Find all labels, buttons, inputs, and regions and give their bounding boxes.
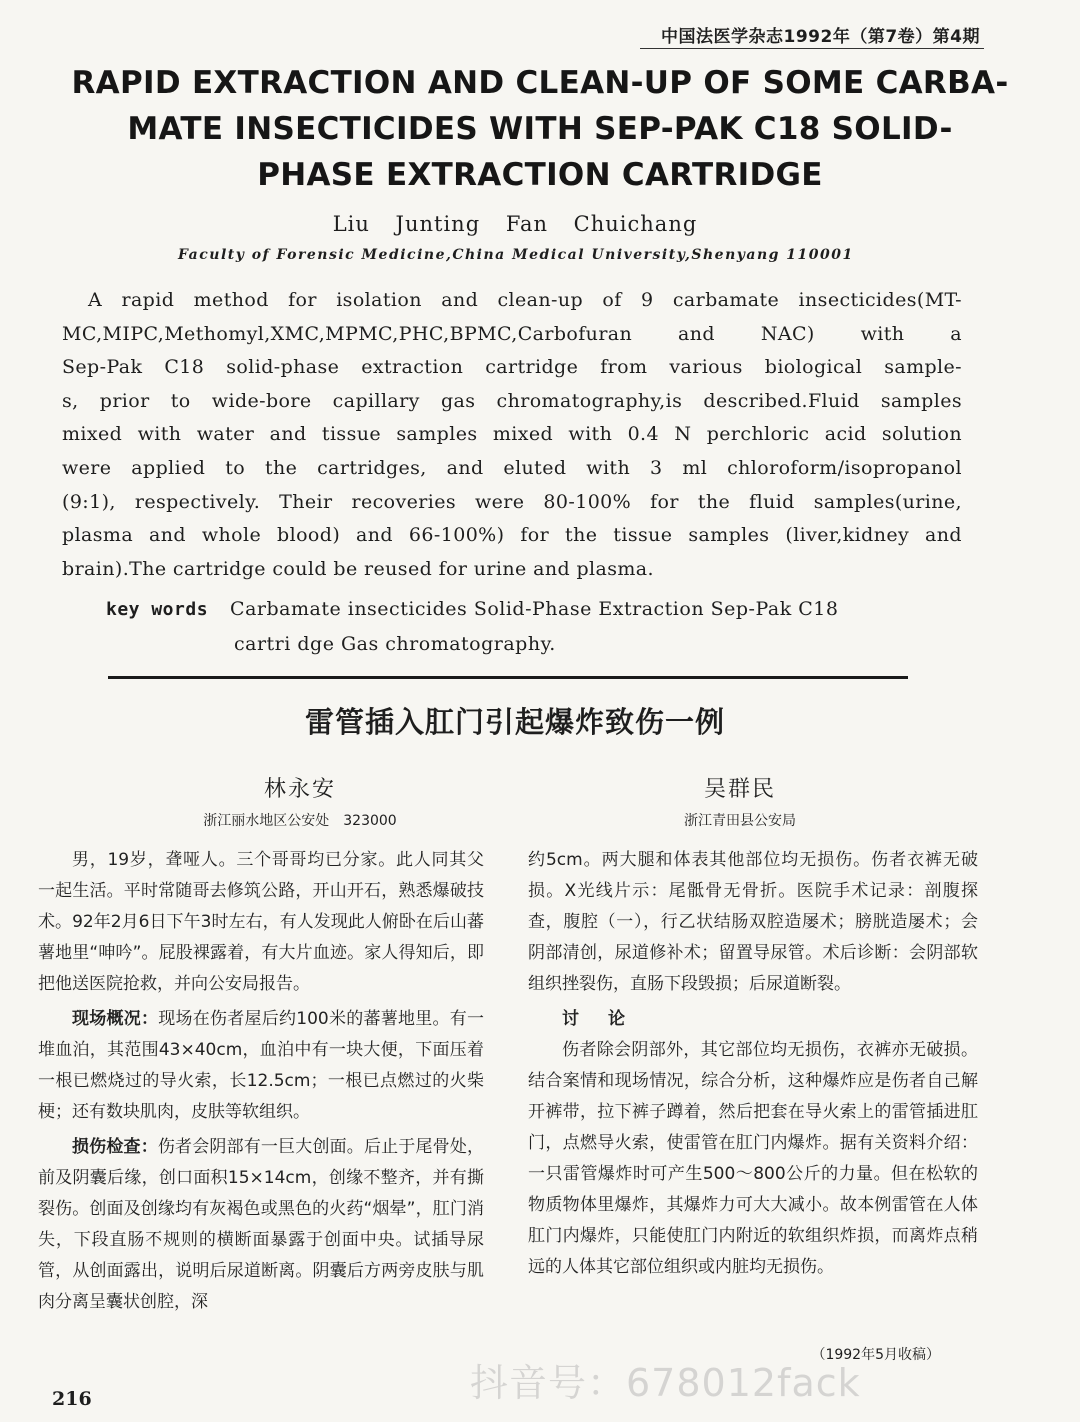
english-title-line: PHASE EXTRACTION CARTRIDGE bbox=[257, 157, 823, 193]
english-abstract bbox=[62, 284, 962, 586]
section-label: 损伤检查： bbox=[72, 1137, 158, 1157]
abstract-line: brain).The cartridge could be reused for urine and plasma. bbox=[62, 557, 654, 580]
abstract-line: MC,MIPC,Methomyl,XMC,MPMC,PHC,BPMC,Carbofuran and NAC) with a bbox=[62, 322, 962, 345]
english-title bbox=[40, 60, 1040, 198]
english-title-line: RAPID EXTRACTION AND CLEAN-UP OF SOME CARBA- bbox=[71, 65, 1009, 101]
english-title-line: MATE INSECTICIDES WITH SEP-PAK C18 SOLID- bbox=[127, 111, 953, 147]
paragraph: 损伤检查：伤者会阴部有一巨大创面。后止于尾骨处，前及阴囊后缘，创口面积15×14cm，创缘不整齐，并有撕裂伤。创面及创缘均有灰褐色或黑色的火药“烟晕”，肛门消失，下段直肠不规则的横断面暴露于创面中央。试插导尿管，从创面露出，说明后尿道断离。阴囊后方两旁皮肤与肌肉分离呈囊状创腔，深 bbox=[38, 1137, 485, 1312]
keywords-label: key words bbox=[106, 599, 209, 620]
abstract-line: Sep-Pak C18 solid-phase extraction cartridge from various biological sample- bbox=[62, 356, 962, 379]
header-rule bbox=[640, 48, 984, 49]
article-divider bbox=[108, 676, 908, 679]
paragraph: 现场概况：现场在伤者屋后约100米的蕃薯地里。有一堆血泊，其范围43×40cm，血泊中有一块大便，下面压着一根已燃烧过的导火索，长12.5cm；一根已点燃过的火柴梗；还有数块肌肉，皮肤等软组织。 bbox=[38, 1009, 484, 1122]
author-name: 林永安 bbox=[263, 777, 336, 802]
abstract-line: (9:1), respectively. Their recoveries were 80-100% for the fluid samples(urine, bbox=[62, 490, 962, 513]
author-name: 吴群民 bbox=[703, 777, 776, 802]
author-affiliation: 浙江丽水地区公安处 323000 bbox=[203, 813, 397, 829]
left-column bbox=[38, 845, 484, 1318]
received-date: （1992年5月收稿） bbox=[811, 1347, 940, 1363]
journal-header: 中国法医学杂志1992年（第7卷）第4期 bbox=[661, 27, 980, 47]
abstract-line: A rapid method for isolation and clean-up of 9 carbamate insecticides(MT- bbox=[88, 289, 962, 311]
keywords-line: cartri dge Gas chromatography. bbox=[234, 633, 556, 655]
abstract-line: were applied to the cartridges, and eluted with 3 ml chloroform/isopropanol bbox=[62, 456, 962, 479]
abstract-line: plasma and whole blood) and 66-100%) for the tissue samples (liver,kidney and bbox=[62, 524, 962, 547]
english-authors: Liu Junting Fan Chuichang bbox=[332, 212, 698, 236]
right-column bbox=[528, 845, 978, 1283]
section-heading: 讨 论 bbox=[562, 1009, 631, 1029]
keywords bbox=[106, 592, 838, 661]
author-affiliation: 浙江青田县公安局 bbox=[684, 813, 796, 829]
watermark: 抖音号：678012fack bbox=[470, 1361, 861, 1405]
abstract-line: mixed with water and tissue samples mixed with 0.4 N perchloric acid solution bbox=[62, 423, 962, 446]
keywords-line: Carbamate insecticides Solid-Phase Extraction Sep-Pak C18 bbox=[230, 598, 839, 620]
section-label: 现场概况： bbox=[72, 1009, 159, 1029]
paragraph: 男，19岁，聋哑人。三个哥哥均已分家。此人同其父一起生活。平时常随哥去修筑公路，开山开石，熟悉爆破技术。92年2月6日下午3时左右，有人发现此人俯卧在后山蕃薯地里“呻吟”。屁股裸露着，有大片血迹。家人得知后，即把他送医院抢救，并向公安局报告。 bbox=[38, 850, 484, 994]
abstract-line: s, prior to wide-bore capillary gas chromatography,is described.Fluid samples bbox=[62, 389, 962, 412]
paragraph: 伤者除会阴部外，其它部位均无损伤，衣裤亦无破损。结合案情和现场情况，综合分析，这种爆炸应是伤者自己解开裤带，拉下裤子蹲着，然后把套在导火索上的雷管插进肛门，点燃导火索，使雷管在肛门内爆炸。据有关资料介绍：一只雷管爆炸时可产生500～800公斤的力量。但在松软的物质物体里爆炸，其爆炸力可大大减小。故本例雷管在人体肛门内爆炸，只能使肛门内附近的软组织炸损，而离炸点稍远的人体其它部位组织或内脏均无损伤。 bbox=[528, 1040, 978, 1277]
english-affiliation: Faculty of Forensic Medicine,China Medical University,Shenyang 110001 bbox=[178, 247, 854, 263]
paragraph: 约5cm。两大腿和体表其他部位均无损伤。伤者衣裤无破损。X光线片示：尾骶骨无骨折。医院手术记录：剖腹探查，腹腔（一），行乙状结肠双腔造屡术；膀胱造屡术；会阴部清创，尿道修补术；留置导尿管。术后诊断：会阴部软组织挫裂伤，直肠下段毁损；后尿道断裂。 bbox=[528, 850, 978, 994]
page-number: 216 bbox=[52, 1388, 92, 1410]
chinese-title: 雷管插入肛门引起爆炸致伤一例 bbox=[304, 705, 725, 739]
